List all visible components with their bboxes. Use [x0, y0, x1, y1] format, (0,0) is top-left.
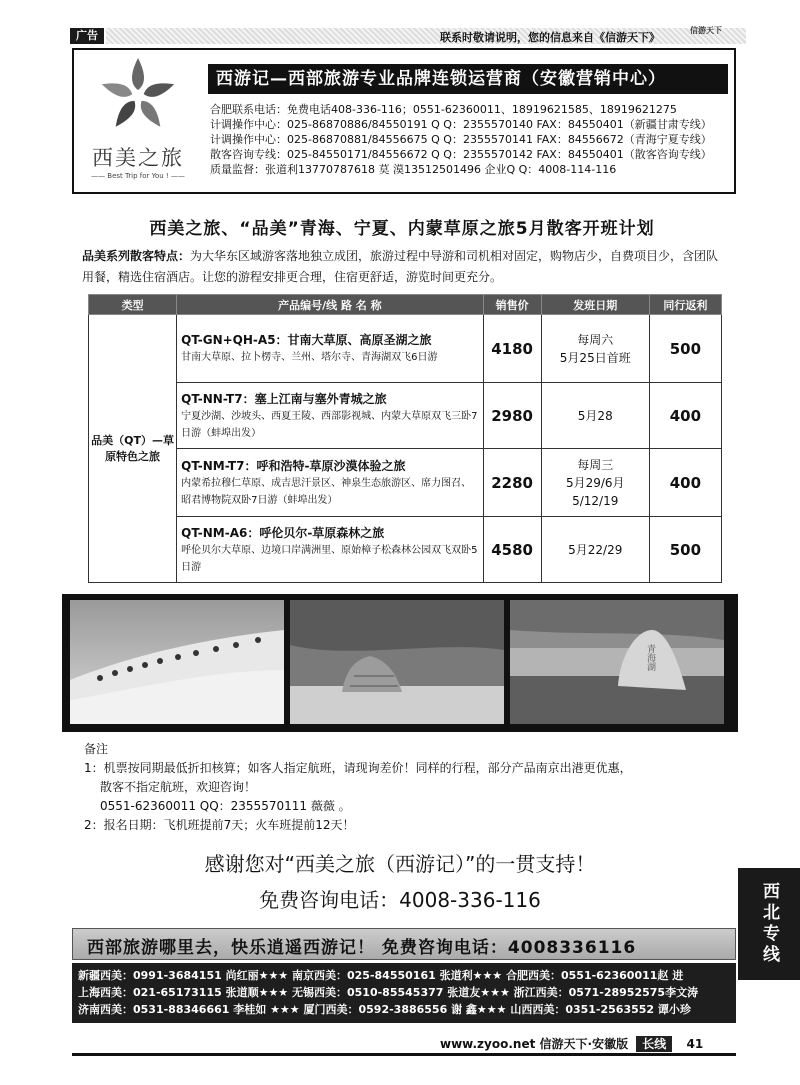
route-desc: 甘南大草原、拉卜楞寺、兰州、塔尔寺、青海湖双飞6日游: [181, 352, 438, 363]
footer-url[interactable]: www.zyoo.net: [440, 1037, 536, 1051]
price-cell: 2280: [483, 449, 541, 517]
price-cell: 2980: [483, 383, 541, 449]
slogan-banner: [72, 928, 736, 960]
table-row: [89, 383, 722, 449]
rebate-cell: 500: [649, 315, 721, 383]
top-strip: [0, 0, 800, 42]
date-cell: 每周六 5月25日首班: [541, 315, 649, 383]
date-cell: 5月28: [541, 383, 649, 449]
yardang-rock-photo: [290, 600, 504, 724]
source-note: 联系时敬请说明，您的信息来自《信游天下》: [440, 31, 660, 44]
route-cell: [177, 315, 483, 383]
thanks-line: 感谢您对“西美之旅（西游记）”的一贯支持！: [204, 852, 596, 876]
table-row: [89, 517, 722, 583]
category-cell: 品美（QT）—草原特色之旅: [89, 315, 177, 583]
feature-paragraph: [82, 246, 724, 288]
route-code: QT-NN-T7：塞上江南与塞外青城之旅: [181, 391, 387, 406]
contact-line: 质量监督：张道利13770787618 莫 漠13512501496 企业Q Q：4008-114-116: [210, 163, 617, 176]
section-tab: 西北专线: [738, 868, 800, 980]
tour-table: [88, 294, 722, 583]
logo-slogan: —— Best Trip for You ! ——: [91, 172, 185, 180]
agency-box: [72, 48, 736, 194]
contact-line: 计调操作中心：025-86870886/84550191 Q Q：2355570140 FAX：84550401（新疆甘肃专线）: [210, 118, 712, 131]
col-header-rebate: 同行返利: [649, 295, 721, 315]
contact-line: 计调操作中心：025-86870881/84556675 Q Q：2355570141 FAX：84556672（青海宁夏专线）: [210, 133, 712, 146]
note-item: 2：报名日期：飞机班提前7天；火车班提前12天！: [84, 818, 355, 832]
route-desc: 内蒙希拉穆仁草原、成吉思汗景区、神泉生态旅游区、席力图召、昭君博物院双卧7日游（蚌埠出发）: [181, 477, 472, 506]
feature-label: 品美系列散客特点：: [82, 249, 191, 263]
note-item: 1：机票按同期最低折扣核算；如客人指定航班，请现询差价！同样的行程，部分产品南京出港更优惠，: [84, 761, 632, 775]
col-header-type: 类型: [89, 295, 177, 315]
note-item: 散客不指定航班，欢迎咨询！: [100, 780, 257, 794]
product-section: [72, 198, 736, 590]
route-desc: 呼伦贝尔大草原、边境口岸满洲里、原始樟子松森林公园双飞双卧5日游: [181, 544, 478, 573]
photo-strip: [62, 594, 738, 732]
banner-text: 西部旅游哪里去，快乐逍遥西游记！ 免费咨询电话：4008336116: [87, 938, 637, 958]
hotline: 免费咨询电话：4008-336-116: [259, 888, 541, 912]
footer-tag: 长线: [636, 1036, 672, 1052]
route-desc: 宁夏沙湖、沙坡头、西夏王陵、西部影视城、内蒙大草原双飞三卧7日游（蚌埠出发）: [181, 410, 478, 439]
agency-logo: [74, 50, 202, 192]
contact-lines: [210, 102, 712, 177]
feature-text: 为大华东区域游客落地独立成团，旅游过程中导游和司机相对固定，购物店少，自费项目少，含团队用餐，精选住宿酒店。让您的游程安排更合理，住宿更舒适，游览时间更充分。: [82, 249, 719, 284]
logo-name: 西美之旅: [92, 146, 184, 170]
contact-line: 合肥联系电话：免费电话408-336-116；0551-62360011、18919621585、18919621275: [210, 103, 677, 116]
route-code: QT-NM-T7：呼和浩特-草原沙漠体验之旅: [181, 458, 406, 473]
table-row: [89, 315, 722, 383]
branch-line: 上海西美：021-65173115 张道顺★★★ 无锡西美：0510-85545377 张道友★★★ 浙江西美：0571-28952575李文涛: [78, 986, 699, 999]
stone-caption: 青海湖: [645, 644, 655, 671]
price-cell: 4180: [483, 315, 541, 383]
footer-publication: 信游天下·安徽版: [539, 1037, 629, 1051]
qinghai-lake-stone-photo: [510, 600, 724, 724]
star-logo-icon: [74, 50, 202, 142]
notes: [84, 740, 744, 835]
rebate-cell: 500: [649, 517, 721, 583]
col-header-price: 销售价: [483, 295, 541, 315]
page-number: 41: [686, 1037, 704, 1051]
col-header-date: 发班日期: [541, 295, 649, 315]
agency-title: 西游记—西部旅游专业品牌连锁运营商（安徽营销中心）: [208, 64, 728, 94]
publisher-logo: 信游天下: [690, 26, 722, 35]
ad-tag: 广告: [70, 28, 104, 44]
route-cell: [177, 383, 483, 449]
branch-line: 新疆西美：0991-3684151 尚红丽★★★ 南京西美：025-84550161 张道利★★★ 合肥西美：0551-62360011赵 进: [78, 969, 684, 982]
table-row: [89, 449, 722, 517]
price-cell: 4580: [483, 517, 541, 583]
note-item: 0551-62360011 QQ：2355570111 薇薇 。: [100, 799, 351, 813]
branch-list: [72, 963, 736, 1023]
col-header-route: 产品编号/线 路 名 称: [177, 295, 483, 315]
route-code: QT-NM-A6：呼伦贝尔-草原森林之旅: [181, 525, 385, 540]
notes-heading: 备注: [84, 742, 109, 756]
rebate-cell: 400: [649, 449, 721, 517]
page-footer: [440, 1035, 703, 1052]
contact-line: 散客咨询专线：025-84550171/84556672 Q Q：2355570142 FAX：84550401（散客咨询专线）: [210, 148, 712, 161]
route-cell: [177, 517, 483, 583]
date-cell: 5月22/29: [541, 517, 649, 583]
route-cell: [177, 449, 483, 517]
date-cell: 每周三 5月29/6月 5/12/19: [541, 449, 649, 517]
footer-rule: [72, 1053, 736, 1056]
desert-camel-photo: [70, 600, 284, 724]
route-code: QT-GN+QH-A5：甘南大草原、高原圣湖之旅: [181, 333, 432, 347]
rebate-cell: 400: [649, 383, 721, 449]
product-title: 西美之旅、“品美”青海、宁夏、内蒙草原之旅5月散客开班计划: [149, 219, 655, 239]
branch-line: 济南西美：0531-88346661 李桂如 ★★★ 厦门西美：0592-3886556 谢 鑫★★★ 山西西美：0351-2563552 谭小珍: [78, 1003, 691, 1016]
